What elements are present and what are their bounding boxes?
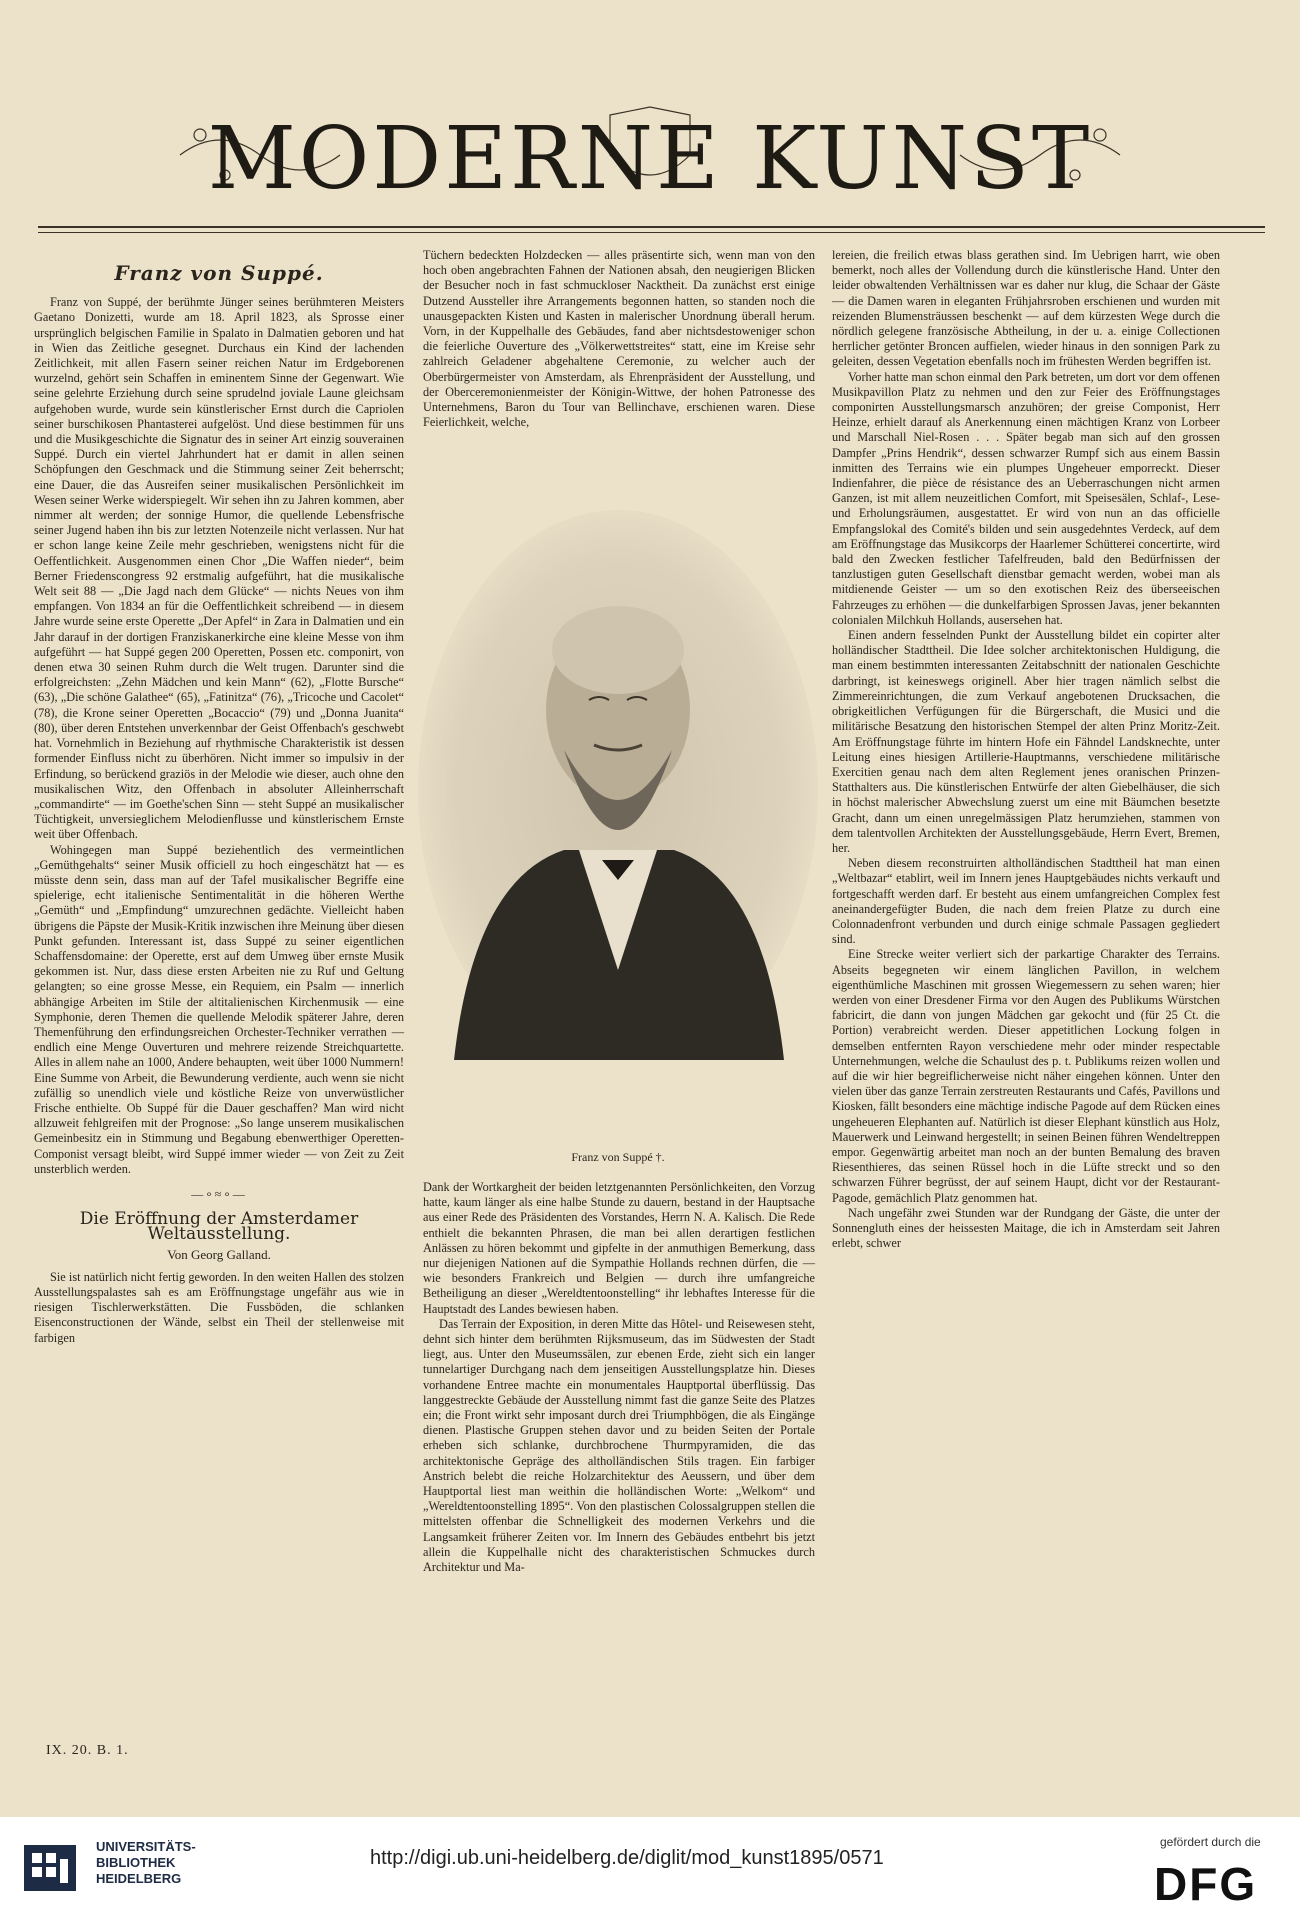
section-divider: —∘≈∘— — [191, 1186, 247, 1201]
article-paragraph: Nach ungefähr zwei Stunden war der Rundgang der Gäste, die unter der Sonnengluth eines der heissesten Maitage, die ich in Amsterdam seit Jahren erlebt, schwer — [832, 1205, 1220, 1251]
article-paragraph: Wohingegen man Suppé beziehentlich des vermeintlichen „Gemüthgehalts“ seiner Musik officiell zu hoch eingeschätzt hat — es müsste denn sein, dass man auf der Tafel musikalischer Begriffe eine spielerige, echt italienische Sentimentalität in die höheren Werthe „Gemüth“ und „Empfindung“ umzurechnen gedächte. Vielleicht haben übrigens die Päpste der Musik-Kritik inzwischen ihre Meinung über diesen Punkt gefunden. Interessant ist, dass Suppé zu seiner eigentlichen Schaffensdomaine: der Operette, erst auf dem Umweg über ernste Musik gekommen ist. Nur, dass diese ersten Arbeiten nie zu Ruf und Geltung gelangten; so eine grosse Messe, ein Requiem, ein Psalm — innerlich abhängige Arbeiten im Stile der altitalienischen Kirchenmusik — eine Symphonie, deren Themen die quellende Melodik späterer Jahre, deren Themenführung den erfindungsreichen Orchester-Techniker verrathen — endlich eine Menge Ouverturen und mehrere reizende Streichquartette. Alles in allem nahe an 1000, Andere behaupten, weit über 1000 Nummern! Eine Summe von Arbeit, die Bewunderung verdiente, auch wenn sie nicht zufällig so unendlich viele und köstliche Reize von unverwüstlicher Frische enthielte. Ob Suppé für die Dauer geschaffen? Man wird nicht allzuweit fehlgreifen mit der Prognose: „So lange unserem musikalischen Gemeinbesitz ein in Stimmung und Begabung ebenwerthiger Operetten-Componist versagt bleibt, wird Suppé immer wieder — von Zeit zu Zeit unsterblich werden. — [34, 842, 404, 1176]
header-rule-thin — [38, 232, 1265, 233]
article-paragraph: Neben diesem reconstruirten altholländischen Stadttheil hat man einen „Weltbazar“ etablirt, weil im Innern jenes Hauptgebäudes nichts verkauft und fortgeschafft werden darf. Er besteht aus einem umfangreichen Complex fest aneinandergefügter Buden, die nach dem freien Platze zu durch eine Colonnadenfront verbunden und durch einige schmale Passagen gegliedert sind. — [832, 856, 1220, 947]
university-library-logo[interactable] — [20, 1839, 196, 1897]
portrait-caption: Franz von Suppé †. — [571, 1150, 665, 1164]
masthead-title: MODERNE KUNST — [207, 109, 1093, 209]
column-2-bottom — [423, 1180, 815, 1575]
article-paragraph: Vorher hatte man schon einmal den Park betreten, um dort vor dem offenen Musikpavillon Platz zu nehmen und den zur Feier des Eröffnungstages componirten Ausstellungsmarsch anzuhören; der greise Componist, Herr Heinze, erhielt darauf als Anerkennung einen mächtigen Kranz von Lorbeer und Marschall Niel-Rosen . . . Später begab man sich auf den grossen Dampfer „Prins Hendrik“, dessen schwarzer Rumpf sich aus einem Bassin inmitten des Terrains wie ein plumpes Ungeheuer emporreckt. Dieser Indienfahrer, die pièce de résistance des an Ueberraschungen nicht armen Ganzen, ist mit allem neuzeitlichen Comfort, mit Speisesälen, Schlaf-, Lese- und Erholungsräumen, ausgestattet. Er wird von nun an das officielle Empfangslokal des Comité's bilden und sein ausgedehntes Verdeck, auf dem am Eröffnungstage das Musikcorps der Haarlemer Schütterei concertirte, wird bald den Zwecken festlicher Tafelfreuden, bald den Bedürfnissen der tanzlustigen guten Gesellschaft dienstbar gemacht werden, wobei man als mitdienende Geister — um so den exotischen Reiz des überseeischen Fahrzeuges zu erhöhen — die dunkelfarbigen Sprossen Javas, jener bekannten colonialen Milchkuh Hollands, ausersehen hat. — [832, 369, 1220, 627]
library-seal-icon — [20, 1839, 84, 1897]
article-paragraph: Das Terrain der Exposition, in deren Mitte das Hôtel- und Reisewesen steht, dehnt sich hinter dem berühmten Rijksmuseum, das im Südwesten der Stadt liegt, aus. Unter den Museumssälen, zur ebenen Erde, zieht sich ein langer tunnelartiger Durchgang nach dem jenseitigen Ausstellungsplatze hin. Dieses vorhandene Entree machte ein monumentales Hauptportal überflüssig. Das langgestreckte Gebäude der Ausstellung nimmt fast die ganze Seite des Platzes ein; die Front wirkt sehr imposant durch drei Triumphbögen, die als Eingänge dienen. Plastische Gruppen stehen davor und zu beiden Seiten der Portale erheben sich schlanke, durchbrochene Thurmpyramiden, die das architektonische Gepräge des altholländischen Stils tragen. Ein farbiger Anstrich belebt die reiche Holzarchitektur des Aeussern, und über dem Hauptportal liest man weithin die holländischen Worte: „Welkom“ und „Wereldtentoonstelling 1895“. Von den plastischen Colossalgruppen stellen die mittelsten offenbar die Schnelligkeit des modernen Verkehrs und die Langsamkeit früherer Zeiten vor. Im Innern des Gebäudes entbehrt bis jetzt allein die Kuppelhalle nicht des charakteristischen Schmuckes durch Architektur und Ma- — [423, 1316, 815, 1575]
header-rule — [38, 226, 1265, 228]
page-folio: IX. 20. B. 1. — [46, 1743, 129, 1758]
article-title-amsterdam: Die Eröffnung der Amsterdamer Weltausstellung. — [79, 1209, 359, 1245]
portrait-engraving — [414, 500, 822, 1060]
article-paragraph: Sie ist natürlich nicht fertig geworden. In den weiten Hallen des stolzen Ausstellungspalastes sah es am Eröffnungstage ungefähr aus wie in riesigen Tischlerwerkstätten. Die Fussböden, die schlanken Eisenconstructionen der Wände, selbst ein Theil der stellenweise mit farbigen — [34, 1269, 404, 1345]
article-paragraph: Dank der Wortkargheit der beiden letztgenannten Persönlichkeiten, den Vorzug hatte, kaum länger als eine halbe Stunde zu dauern, bestand in der Hauptsache aus einer Rede des Präsidenten des Vorstandes, Herrn N. A. Kalisch. Die Rede enthielt die bekannten Phrasen, die man bei allen derartigen festlichen Anlässen zu hören bekommt und gipfelte in der anmuthigen Bemerkung, dass nur diejenigen Nationen auf die Sympathie Hollands rechnen dürfen, die — wie besonders Frankreich und Belgien — durch ihre umfangreiche Betheiligung an dieser „Wereldtentoonstelling“ ihr lebhaftes Interesse für die Hauptstadt des Landes bewiesen haben. — [423, 1180, 815, 1316]
library-name-line: BIBLIOTHEK — [96, 1855, 176, 1870]
article-paragraph: lereien, die freilich etwas blass gerathen sind. Im Uebrigen harrt, wie oben bemerkt, noch alles der Vollendung durch die künstlerische Hand. Unter den leider obwaltenden Verhältnissen war es daher nur klug, die Schaar der Gäste — die Damen waren in eleganten Frühjahrsroben erschienen und wurden mit reizenden Blumensträussen beschenkt — auf dem kürzesten Wege durch die nördlich gelegene französische Abtheilung, in der u. a. einige Collectionen herrlicher getönter Broncen auffielen, wieder hinaus in den sonnigen Park zu geleiten, dessen Vegetation ebenfalls noch im frühesten Werden begriffen ist. — [832, 248, 1220, 369]
source-url-link[interactable]: http://digi.ub.uni-heidelberg.de/diglit/mod_kunst1895/0571 — [370, 1847, 884, 1869]
library-name — [96, 1839, 196, 1887]
article-byline: Von Georg Galland. — [167, 1246, 271, 1262]
article-paragraph: Einen andern fesselnden Punkt der Ausstellung bildet ein copirter alter holländischer Stadttheil. Die Idee solcher architektonischen Huldigung, die man einem bestimmten interessanten Zeitabschnitt der nationalen Geschichte darbringt, ist keineswegs originell. Aber hier tragen nämlich selbst die Zimmereinrichtungen, die zum Verkauf angebotenen Drucksachen, die obrigkeitlichen Verfügungen für die Bürgerschaft, die Musici und die militärische Besatzung den historischen Stempel der alten Prinz Moritz-Zeit. Am Eröffnungstage führte im hintern Hofe ein Fähndel Landsknechte, unter Leitung eines hiesigen Artillerie-Hauptmanns, verschiedene militärische Exercitien genau nach dem alten Reglement jenes oranischen Prinzen-Statthalters aus. Die künstlerischen Entwürfe der alten Giebelhäuser, die sich in höchst malerischer Abwechslung zuerst um eine mit Bäumchen besetzte Gracht, dann um einen unregelmässigen Platz herumziehen, stammen von dem talentvollen Architekten der Ausstellungsgebäude, Herrn Evert, Bremen, her. — [832, 628, 1220, 855]
library-name-line: UNIVERSITÄTS- — [96, 1839, 196, 1854]
article-paragraph: Franz von Suppé, der berühmte Jünger seines berühmteren Meisters Gaetano Donizetti, wurde am 18. April 1823, als Sprosse einer ursprünglich belgischen Familie in Spalato in Dalmatien geboren und hat in Wien das Zeitliche gesegnet. Durchaus ein Kind der lachenden Zeitlichkeit, mit allen Fasern seiner reichen Natur im Erdgeborenen wurzelnd, gehört sein Schaffen in eminentem Sinne der Gegenwart. Wie seine gelehrte Erziehung durch seine sprudelnd joviale Laune gleichsam aufgehoben wurde, wurde sein künstlerischer Ernst durch die Capriolen seiner burschikosen Phantasterei aufgelöst. Und diese bestimmen für uns und die Musikgeschichte die Signatur des in seiner Art einzig souverainen Suppé. Durch ein viertel Jahrhundert hat er damit in allen seinen Schöpfungen den Geschmack und die Stimmung seiner Zeit beherrscht; eine Dauer, die das Ausreifen seiner musikalischen Persönlichkeit im Wesen seiner Werke widerspiegelt. Wir sehen ihn zu Jahren kommen, aber nimmer alt werden; der sonnige Humor, die quellende Lebensfrische seiner Jugend haben ihn bis zur letzten Notenzeile nicht verlassen. Nur hat er schon lange keine Zeile mehr geschrieben, wenigstens nicht für die Oeffentlichkeit. Ausgenommen einen Chor „Die Waffen nieder“, beim Berner Friedenscongress 92 erstmalig aufgeführt, hat die musikalische Welt seit 88 — „Die Jagd nach dem Glücke“ — nichts Neues von ihm empfangen. Von 1834 an für die Oeffentlichkeit schreibend — in diesem Jahre wurde seine erste Operette „Der Apfel“ in Zara in Dalmatien und ein Jahr darauf in der dortigen Franziskanerkirche eine kleine Messe von ihm aufgeführt — hat Suppé gegen 200 Operetten, Possen etc. componirt, von denen etwa 30 seinen Ruhm durch die Welt trugen. Darunter sind die erfolgreichsten: „Zehn Mädchen und kein Mann“ (62), „Flotte Bursche“ (63), „Die schöne Galathee“ (65), „Fatinitza“ (76), „Tricoche und Cacolet“ (78), die Krone seiner Operetten „Bocaccio“ (79) und „Donna Juanita“ (80), über deren Entstehen unverkennbar der Geist Offenbach's geschwebt hat. Vornehmlich in Beziehung auf rhythmische Charakteristik ist dessen formender Einfluss nicht zu überhören. Nicht immer so impulsiv in der Erfindung, so berückend graziös in der Melodie wie dieser, auch ohne den musikalischen Witz, den Offenbach in absoluter Alleinherrschaft „commandirte“ — im Goethe'schen Sinn — steht Suppé an musikalischer Tüchtigkeit, unversieglichem Melodienflusse und künstlerischem Ernste weit über Offenbach. — [34, 295, 404, 842]
dfg-logo[interactable]: DFG — [1154, 1858, 1258, 1910]
article-paragraph: Tüchern bedeckten Holzdecken — alles präsentirte sich, wenn man von den hoch oben angebrachten Fahnen der Nationen absah, den neugierigen Blicken der Besucher noch in fast schmuckloser Nacktheit. Da zunächst erst einige Dutzend Aussteller ihre Arrangements begonnen hatten, so standen noch die unausgepackten Kisten und Kasten in malerischer Unordnung überall herum. Vorn, in der Kuppelhalle des Gebäudes, fand aber nichtsdestoweniger schon die feierliche Ouverture des „Völkerwettstreites“ statt, eine im Kreise sehr zahlreich Geladener abgehaltene Ceremonie, zu welcher auch der Oberbürgermeister von Amsterdam, als Ehrenpräsident der Ausstellung, und der Oberceremonienmeister der Königin-Wittwe, der hohen Patronesse des Unternehmens, Baron du Tour van Bellinchave, erschienen waren. Diese Feierlichkeit, welche, — [423, 248, 815, 430]
column-3 — [832, 248, 1220, 1251]
article-paragraph: Eine Strecke weiter verliert sich der parkartige Charakter des Terrains. Abseits begegneten wir einem länglichen Pavillon, in welchem eigenthümliche Maschinen mit grossen Wiegemessern zu sehen waren; hier werden von einer Dresdener Firma vor den Augen des Publikums Würstchen fabricirt, die dann von jungen Mädchen gar gekocht und (für 25 Ct. die Portion) verabreicht werden. Dieser appetitlichen Lockung folgen in demselben entfernten Rayon verschiedene mehr oder minder respectable Unternehmungen, welche die Schaulust des p. t. Publikums reizen wollen und auf die wir hier begreiflicherweise nicht näher eingehen können. Unter den vielen über das ganze Terrain zerstreuten Restaurants und Cafés, Pavillons und Kiosken, fällt besonders eine mächtige indische Pagode auf dem Rücken eines ungeheueren Elephanten auf. Natürlich ist dieser Elephant künstlich aus Holz, Mauerwerk und Leinwand hergestellt; in seinen Beinen führen Wendeltreppen empor. Gegenwärtig arbeitet man noch an der bunten Bemalung des braven Riesenthieres, das seinen Rüssel hoch in die Lüfte streckt und so den schwarzen Führer begrüsst, der auf seinem Haupt, dicht vor der Restaurant-Pagode, gemächlich Platz genommen hat. — [832, 947, 1220, 1205]
article-title-suppe: Franz von Suppé. — [114, 261, 324, 285]
column-1 — [34, 248, 404, 1346]
column-2-top — [423, 248, 815, 430]
library-name-line: HEIDELBERG — [96, 1871, 182, 1886]
funding-label: gefördert durch die — [1160, 1835, 1261, 1849]
digitization-footer — [0, 1817, 1300, 1917]
masthead — [0, 95, 1300, 225]
